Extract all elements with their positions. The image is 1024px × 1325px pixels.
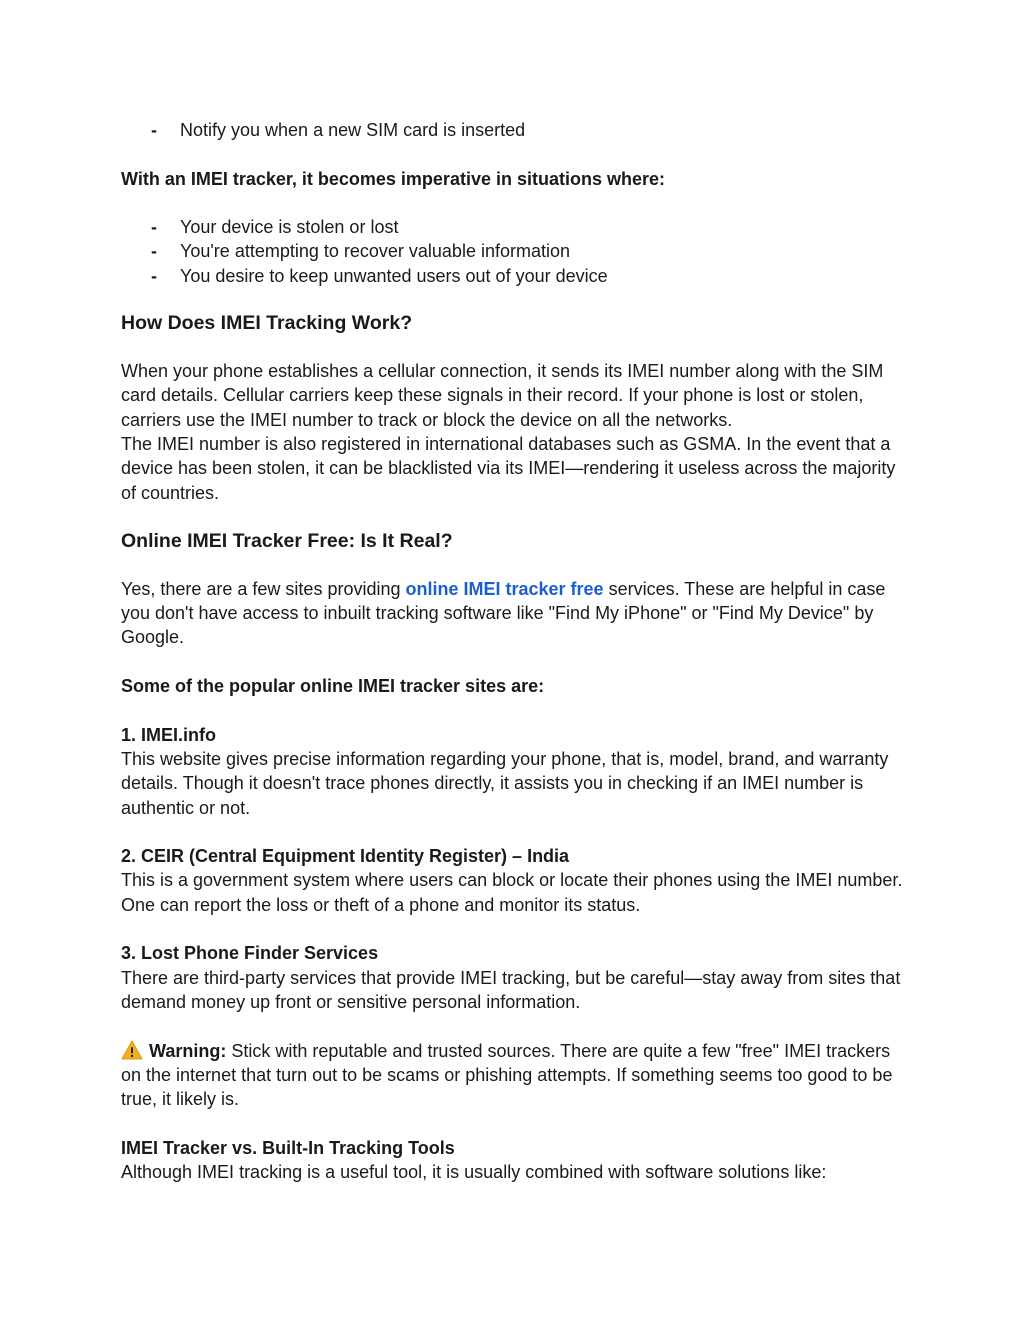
site-description: This website gives precise information regarding your phone, that is, model, brand, and warranty details. Though it doesn't trace phones directly, it assists you in checking if an IMEI number is authentic or not. xyxy=(121,748,889,818)
online-free-heading: Online IMEI Tracker Free: Is It Real? xyxy=(121,529,453,552)
list-item: - You're attempting to recover valuable information xyxy=(121,239,911,263)
warning-label: Warning: xyxy=(149,1040,227,1061)
warning-text: Stick with reputable and trusted sources. There are quite a few "free" IMEI trackers on the internet that turn out to be scams or phishing attempts. If something seems too good to be true, it likely is. xyxy=(121,1040,893,1110)
dash-bullet: - xyxy=(151,120,157,140)
site-entry xyxy=(121,941,911,1014)
online-free-paragraph: Yes, there are a few sites providing online IMEI tracker free services. These are helpful in case you don't have access to inbuilt tracking software like "Find My iPhone" or "Find My Device" by Google. xyxy=(121,578,886,648)
site-title: 2. CEIR (Central Equipment Identity Register) – India xyxy=(121,846,570,867)
warning-icon xyxy=(121,1040,143,1060)
site-entry xyxy=(121,723,911,820)
list-item: - Your device is stolen or lost xyxy=(121,215,911,239)
dash-bullet: - xyxy=(151,241,157,262)
warning-paragraph xyxy=(121,1039,911,1112)
list-item: - Notify you when a new SIM card is inserted xyxy=(121,118,911,142)
how-it-works-heading: How Does IMEI Tracking Work? xyxy=(121,312,413,335)
dash-bullet: - xyxy=(151,265,157,286)
sites-heading: Some of the popular online IMEI tracker sites are: xyxy=(121,676,545,697)
site-entry xyxy=(121,844,911,917)
site-description: There are third-party services that provide IMEI tracking, but be careful—stay away from sites that demand money up front or sensitive personal information. xyxy=(121,967,901,1012)
comparison-heading: IMEI Tracker vs. Built-In Tracking Tools xyxy=(121,1137,455,1158)
online-imei-tracker-link[interactable]: online IMEI tracker free xyxy=(405,578,604,599)
site-description: This is a government system where users can block or locate their phones using the IMEI number. One can report the loss or theft of a phone and monitor its status. xyxy=(121,870,903,915)
dash-bullet: - xyxy=(151,217,157,238)
how-it-works-paragraph-2: The IMEI number is also registered in international databases such as GSMA. In the event that a device has been stolen, it can be blacklisted via its IMEI—rendering it useless across the majority of countries. xyxy=(121,433,896,503)
how-it-works-paragraph-1: When your phone establishes a cellular connection, it sends its IMEI number along with the SIM card details. Cellular carriers keep these signals in their record. If your phone is lost or stolen, carriers use the IMEI number to track or block the device on all the networks. xyxy=(121,361,884,430)
document-page xyxy=(121,118,911,1184)
site-title: 3. Lost Phone Finder Services xyxy=(121,943,379,964)
comparison-text: Although IMEI tracking is a useful tool, it is usually combined with software solutions like: xyxy=(121,1161,827,1182)
situations-bullet-list xyxy=(121,215,911,288)
site-title: 1. IMEI.info xyxy=(121,724,217,745)
intro-bullet-list xyxy=(121,118,911,142)
situations-heading: With an IMEI tracker, it becomes imperative in situations where: xyxy=(121,168,665,189)
list-item: - You desire to keep unwanted users out of your device xyxy=(121,264,911,288)
